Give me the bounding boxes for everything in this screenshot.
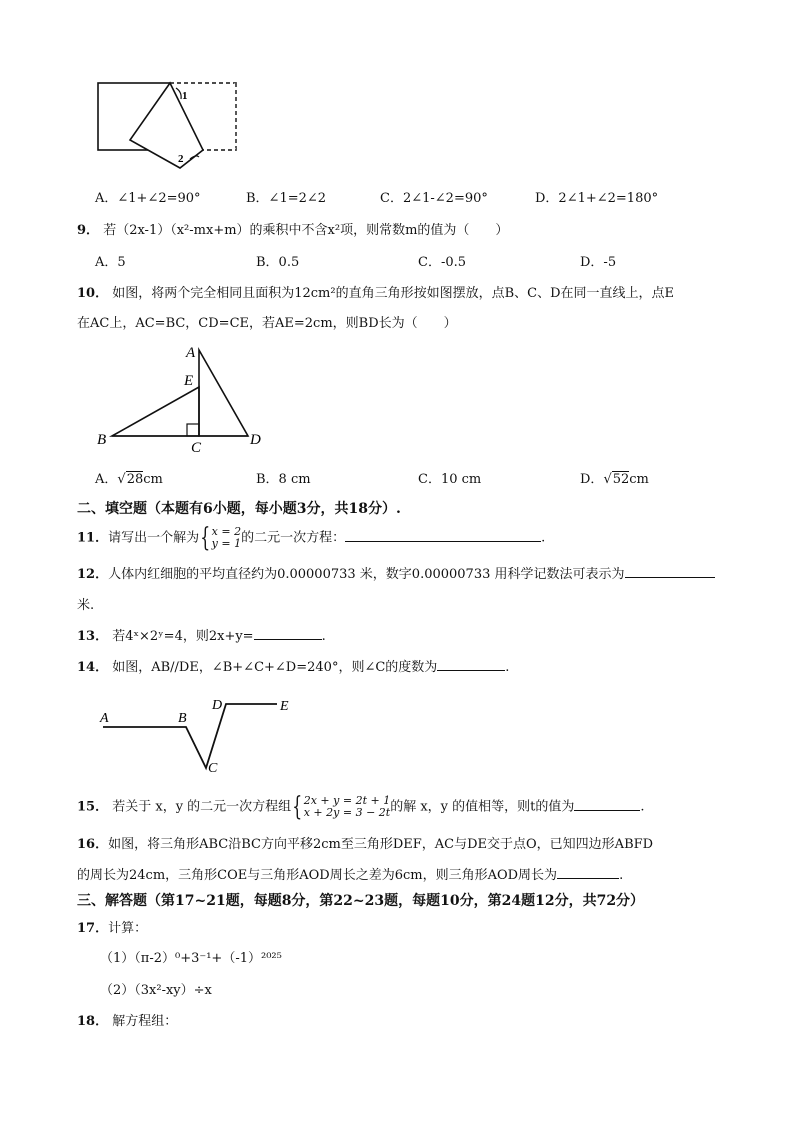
point-d-label: D <box>212 698 223 713</box>
point-b-label: B <box>178 711 187 726</box>
q9-option-d: D．-5 <box>580 255 617 270</box>
q10-option-d: D．√52cm <box>580 472 649 487</box>
angle-2-label: 2 <box>178 153 184 165</box>
q9-option-c: C．-0.5 <box>418 255 467 270</box>
equation-system: 2x + y = 2t + 1 x + 2y = 3 − 2t <box>303 794 391 819</box>
question-12-line1: 12．人体内红细胞的平均直径约为0.00000733 米，数字0.00000733 用科学记数法可表示为 <box>77 563 715 582</box>
answer-blank[interactable] <box>574 796 640 811</box>
question-16-line1: 16．如图，将三角形ABC沿BC方向平移2cm至三角形DEF，AC与DE交于点O，已知四边形ABFD <box>77 837 654 852</box>
q9-option-b: B．0.5 <box>256 255 300 270</box>
q8-option-c: C．2∠1-∠2=90° <box>380 191 488 206</box>
question-16-line2: 的周长为24cm，三角形COE与三角形AOD周长之差为6cm，则三角形AOD周长为 . <box>77 864 623 883</box>
question-17: 17．计算： <box>77 921 148 936</box>
equation-system: x = 2 y = 1 <box>211 525 242 550</box>
q8-option-a: A．∠1+∠2=90° <box>95 191 201 206</box>
question-number: 9． <box>77 223 100 238</box>
question-17-part-1: （1）（π-2）⁰+3⁻¹+（-1）²⁰²⁵ <box>100 951 282 966</box>
q10-option-c: C．10 cm <box>418 472 482 487</box>
section-2-heading: 二、填空题（本题有6小题，每小题3分，共18分）. <box>77 501 401 517</box>
point-e-label: E <box>280 699 289 714</box>
question-13: 13． 若4ˣ×2ʸ=4，则2x+y= . <box>77 625 326 644</box>
answer-blank[interactable] <box>557 864 619 879</box>
question-14: 14． 如图，AB//DE，∠B+∠C+∠D=240°，则∠C的度数为 . <box>77 656 509 675</box>
q9-option-a: A．5 <box>95 255 126 270</box>
question-number: 10． <box>77 286 109 301</box>
question-12-line2: 米. <box>77 598 95 613</box>
point-c-label: C <box>208 761 218 776</box>
question-10-line2: 在AC上，AC=BC，CD=CE，若AE=2cm，则BD长为（ ） <box>77 316 457 331</box>
point-b-label: B <box>97 432 107 448</box>
angle-1-label: 1 <box>182 90 188 102</box>
question-15: 15． 若关于 x，y 的二元一次方程组{2x + y = 2t + 1 x + 2y = 3 − 2t的解 x，y 的值相等，则t的值为 . <box>77 792 645 822</box>
q10-option-a: A．√28cm <box>95 472 163 487</box>
point-a-label: A <box>100 711 109 726</box>
point-a-label: A <box>186 345 196 361</box>
point-d-label: D <box>250 432 261 448</box>
point-c-label: C <box>191 440 202 456</box>
q8-option-d: D．2∠1+∠2=180° <box>535 191 659 206</box>
question-text: 若（2x-1）（x²-mx+m）的乘积中不含x²项，则常数m的值为（ ） <box>103 223 509 238</box>
q8-option-b: B．∠1=2∠2 <box>246 191 327 206</box>
section-3-heading: 三、解答题（第17~21题，每题8分，第22~23题，每题10分，第24题12分，共72分） <box>77 893 645 909</box>
q10-option-b: B．8 cm <box>256 472 311 487</box>
point-e-label: E <box>184 373 194 389</box>
question-17-part-2: （2）（3x²-xy）÷x <box>100 983 212 998</box>
question-text: 如图，将两个完全相同且面积为12cm²的直角三角形按如图摆放，点B、C、D在同一直线上，点E <box>112 286 675 301</box>
question-11: 11．请写出一个解为{x = 2 y = 1的二元一次方程： . <box>77 523 546 553</box>
question-18: 18． 解方程组： <box>77 1014 178 1029</box>
